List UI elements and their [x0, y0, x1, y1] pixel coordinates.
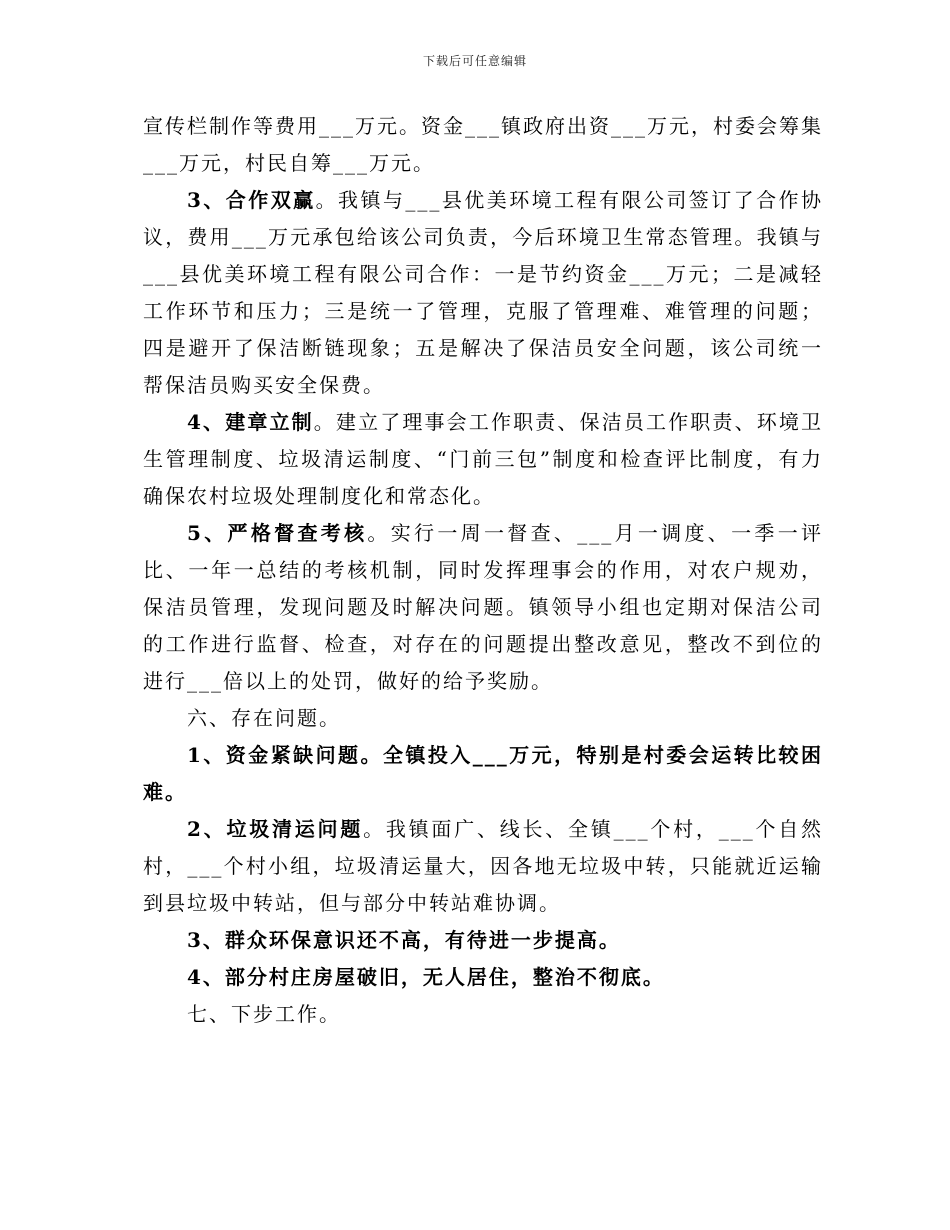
- paragraph-cooperation: [143, 182, 823, 404]
- paragraph-text: 。我镇与___县优美环境工程有限公司签订了合作协议，费用___万元承包给该公司负责，今后环境卫生常态管理。我镇与___县优美环境工程有限公司合作：一是节约资金___万元；二是减轻工作环节和压力；三是统一了管理，克服了管理难、难管理的问题；四是避开了保洁断链现象；五是解决了保洁员安全问题，该公司统一帮保洁员购买安全保费。: [143, 188, 824, 397]
- paragraph-lead: 4、部分村庄房屋破旧，无人居住，整治不彻底。: [187, 965, 665, 989]
- paragraph-lead: 5、严格督查考核: [187, 521, 368, 545]
- paragraph-text: 。我镇面广、线长、全镇___个村，___个自然村，___个村小组，垃圾清运量大，因各地无垃圾中转，只能就近运输到县垃圾中转站，但与部分中转站难协调。: [143, 817, 824, 915]
- paragraph-text: 七、下步工作。: [187, 1002, 341, 1026]
- paragraph-lead: 1、资金紧缺问题。全镇投入___万元，特别是村委会运转比较困难。: [143, 743, 823, 804]
- paragraph-text: 。实行一周一督查、___月一调度、一季一评比、一年一总结的考核机制，同时发挥理事会的作用，对农户规劝，保洁员管理，发现问题及时解决问题。镇领导小组也定期对保洁公司的工作进行监督、检查，对存在的问题提出整改意见，整改不到位的进行___倍以上的处罚，做好的给予奖励。: [143, 521, 823, 693]
- paragraph-publicity-costs: [143, 108, 823, 182]
- section-heading-problems: [143, 700, 823, 737]
- header-note: 下载后可任意编辑: [422, 54, 527, 68]
- paragraph-garbage-problem: [143, 811, 823, 922]
- paragraph-text: 六、存在问题。: [187, 706, 341, 730]
- paragraph-lead: 3、合作双赢: [187, 188, 316, 212]
- document-body: [143, 108, 823, 1033]
- paragraph-lead: 3、群众环保意识还不高，有待进一步提高。: [187, 928, 621, 952]
- paragraph-housing-problem: [143, 959, 823, 996]
- paragraph-lead: 4、建章立制: [187, 410, 314, 434]
- paragraph-text: 宣传栏制作等费用___万元。资金___镇政府出资___万元，村委会筹集___万元，村民自筹___万元。: [143, 114, 823, 175]
- paragraph-text: 。建立了理事会工作职责、保洁员工作职责、环境卫生管理制度、垃圾清运制度、“门前三包”制度和检查评比制度，有力确保农村垃圾处理制度化和常态化。: [143, 410, 824, 508]
- paragraph-supervision: [143, 515, 823, 700]
- section-heading-next-steps: [143, 996, 823, 1033]
- paragraph-funding-problem: [143, 737, 823, 811]
- paragraph-awareness-problem: [143, 922, 823, 959]
- paragraph-lead: 2、垃圾清运问题: [187, 817, 364, 841]
- paragraph-regulations: [143, 404, 823, 515]
